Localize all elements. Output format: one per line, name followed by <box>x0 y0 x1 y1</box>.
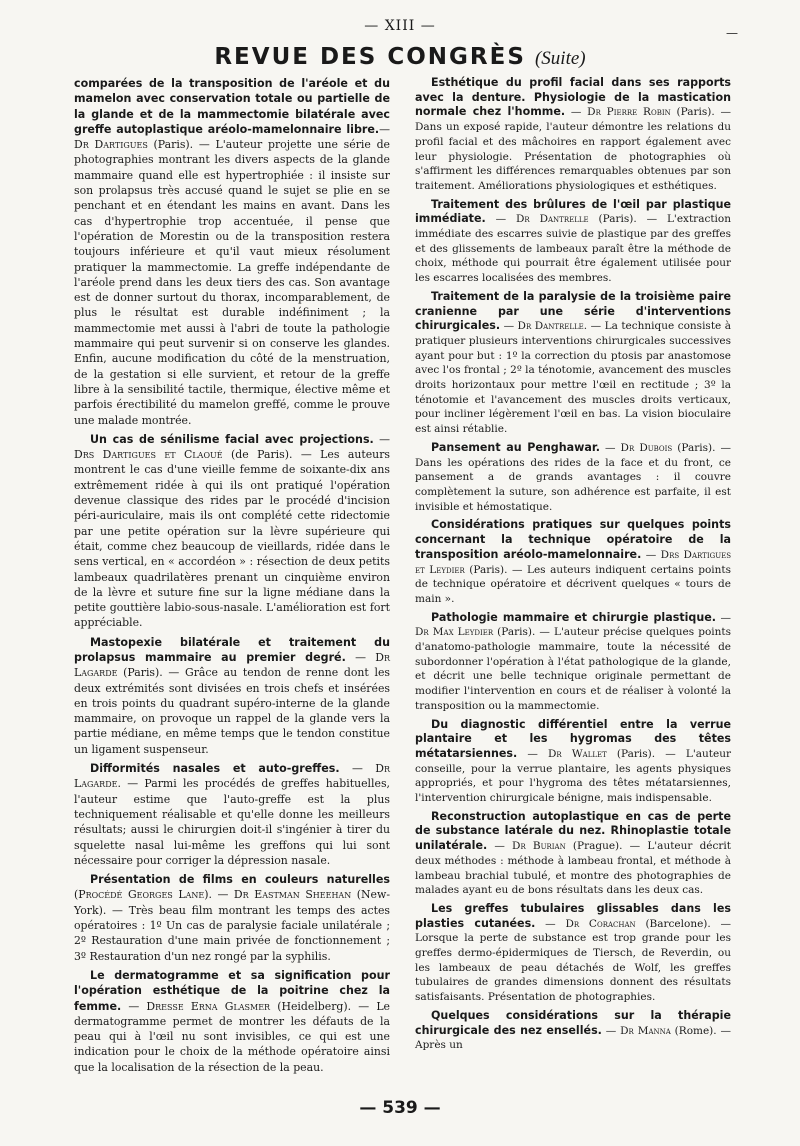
abstract-author: — Dr Pierre Robin <box>565 106 671 119</box>
abstract-body: (Paris). — Dans un exposé rapide, l'auteur démontre les relations du profil facial et des mâchoires en rapport également avec leur physiologie. Présentation de photographies où s'affirment les différences remarquables obtenues par son traitement. Améliorations physiologiques et esthétiques. <box>415 106 732 192</box>
abstract-author: — Dr Dantrelle <box>500 320 584 333</box>
abstract-title: Pathologie mammaire et chirurgie plastique. <box>431 610 717 624</box>
abstract-entry <box>415 518 731 606</box>
abstract-author: — Drs Dartigues et Claoué <box>74 432 390 462</box>
abstract-author: — Dr Wallet <box>517 747 607 760</box>
abstract-body: (Heidelberg). — Le dermatogramme permet de montrer les défauts de la peau qui à l'œil nu sont invisibles, ce qui est une indication pour le choix de la méthode opératoire ainsi que la localisation de la résection de la peau. <box>74 999 390 1074</box>
abstract-body: (Barcelone). — Lorsque la perte de substance est trop grande pour les greffes dermo-épidermiques de Tiersch, de Reverdin, ou les lambeaux de peau détachés de Wolf, les greffes tubulaires de grandes dimensions donnent des résultats satisfaisants. Présentation de photographies. <box>415 917 731 1004</box>
abstract-author: — Drs Dartigues et Leydier <box>415 548 732 576</box>
right-column <box>415 76 731 1057</box>
abstract-author: — Dr Lagarde <box>74 650 391 680</box>
header-suite: (Suite) <box>534 48 586 69</box>
abstract-body: (Prague). — L'auteur décrit deux méthodes : méthode à lambeau frontal, et méthode à lambeau brachial tubulé, et montre des photographies de malades ayant eu de bons résultats dans les deux cas. <box>415 840 731 897</box>
abstract-title: Considérations pratiques sur quelques points concernant la technique opératoire de la transposition aréolo-mamelonnaire. <box>415 518 731 561</box>
abstract-author: — Dr Dartigues <box>74 122 390 152</box>
abstract-entry <box>415 76 731 194</box>
abstract-body: (Paris). — Grâce au tendon de renne dont les deux extrémités sont divisées en trois chefs et insérées en trois points du quadrant supéro-interne de la glande mammaire, on provoque un rappel de la glande vers la partie médiane, en même temps que le tendon constitue un ligament suspenseur. <box>74 666 390 756</box>
abstract-title: Difformités nasales et auto-greffes. <box>90 762 340 776</box>
section-header <box>0 44 800 70</box>
roman-page-number: — XIII — <box>364 18 436 34</box>
abstract-entry <box>74 968 390 1075</box>
abstract-author: — Dr Dantrelle <box>485 213 589 226</box>
abstract-body: . — Parmi les procédés de greffes habituelles, l'auteur estime que l'auto-greffe est la plus techniquement réalisable et qu'elle donne les meilleurs résultats; aussi le chirurgien doit-il s'ingénier à tirer du squelette nasal lui-même les greffons qui lui sont nécessaire pour corriger la dépression nasale. <box>74 777 390 867</box>
abstract-entry <box>415 441 731 515</box>
abstract-author: — Dr Lagarde <box>74 762 390 791</box>
abstract-entry <box>74 76 390 428</box>
abstract-title: Esthétique du profil facial dans ses rapports avec la denture. Physiologie de la mastication normale chez l'homme. <box>415 76 731 119</box>
abstract-body: (de Paris). — Les auteurs montrent le cas d'une vieille femme de soixante-dix ans extrêmement ridée à qui ils ont pratiqué l'opération devenue classique des rides par le procédé d'incision péri-auriculaire, mais ils ont complété cette ridectomie par une petite opération sur la lèvre supérieure qui était, comme chez beaucoup de vieillards, ridée dans le sens vertical, en « accordéon » : résection de deux petits lambeaux quadrilatères prenant un cinquième environ de la lèvre et suture fine sur la ligne médiane dans la petite gouttière labio-sous-nasale. L'amélioration est fort appréciable. <box>74 448 390 630</box>
abstract-entry <box>415 810 731 898</box>
left-column <box>74 76 390 1079</box>
abstract-title: Un cas de sénilisme facial avec projections. <box>90 432 374 446</box>
abstract-body: (Paris). — Dans les opérations des rides de la face et du front, ce pansement a de grands avantages : il couvre complètement la suture, son adhérence est parfaite, il est invisible et hémostatique. <box>415 441 732 513</box>
abstract-entry <box>415 718 731 806</box>
abstract-title: Traitement de la paralysie de la troisième paire cranienne par une série d'interventions chirurgicales. <box>415 289 731 333</box>
abstract-entry <box>74 432 390 631</box>
abstract-title: Les greffes tubulaires glissables dans les plasties cutanées. <box>415 901 731 930</box>
abstract-title: Traitement des brûlures de l'œil par plastique immédiate. <box>415 197 731 226</box>
abstract-body: (Rome). — Après un <box>415 1024 731 1052</box>
abstract-body: (New-York). — Très beau film montrant les temps des actes opératoires : 1º Un cas de paralysie faciale unilatérale ; 2º Restauration d'une main privée de fonctionnement ; 3º Restauration d'un nez rongé par la syphilis. <box>74 888 390 963</box>
abstract-title: Quelques considérations sur la thérapie chirurgicale des nez ensellés. <box>415 1008 731 1037</box>
abstract-author: — Dr Burian <box>487 840 566 853</box>
abstract-entry <box>415 198 731 286</box>
abstract-title: Du diagnostic différentiel entre la verrue plantaire et les hygromas des têtes métatarsiennes. <box>415 717 731 760</box>
abstract-author: — Dr Dubois <box>599 441 673 454</box>
abstract-body: (Paris). — L'auteur conseille, pour la verrue plantaire, les agents physiques appropriés, et pour l'hygroma des têtes métatarsiennes, l'intervention chirurgicale bénigne, mais indispensable. <box>415 747 731 805</box>
page-number: — 539 — <box>359 1098 441 1118</box>
abstract-body: . — La technique consiste à pratiquer plusieurs interventions chirurgicales successives ayant pour but : 1º la correction du ptosis par anastomose avec l'os frontal ; 2º la ténotomie, avancement des muscles droits horizontaux pour mettre l'œil en rectitude ; 3º la ténotomie et l'avancement des muscles droits verticaux, pour incliner légèrement l'œil en bas. La vision bioculaire est ainsi rétablie. <box>415 320 731 436</box>
abstract-entry <box>415 902 731 1005</box>
header-title: REVUE DES CONGRÈS <box>214 44 526 70</box>
abstract-author: — Dresse Erna Glasmer <box>121 999 271 1013</box>
abstract-entry <box>415 611 731 714</box>
abstract-title: Présentation de films en couleurs naturelles <box>90 873 390 887</box>
abstract-entry <box>74 761 390 868</box>
abstract-entry <box>415 290 731 437</box>
abstract-author: (Procédé Georges Lane). — Dr Eastman Sheehan <box>74 888 352 902</box>
abstract-author: — Dr Manna <box>601 1024 671 1037</box>
abstract-entry <box>74 872 390 964</box>
abstract-body: (Paris). — Les auteurs indiquent certains points de technique opératoire et décrivent quelques « tours de main ». <box>415 563 732 605</box>
abstract-title: Reconstruction autoplastique en cas de perte de substance latérale du nez. Rhinoplastie totale unilatérale. <box>415 809 731 853</box>
abstract-title: Le dermatogramme et sa signification pour l'opération esthétique de la poitrine chez la femme. <box>74 968 390 1013</box>
abstract-body: (Paris). — L'extraction immédiate des escarres suivie de plastique par des greffes et des glissements de lambeaux paraît être la méthode de choix, méthode qui pourrait être également utilisée pour les escarres localisées des membres. <box>415 213 731 285</box>
abstract-author: — Dr Max Leydier <box>415 611 731 639</box>
abstract-body: (Paris). — L'auteur précise quelques points d'anatomo-pathologie mammaire, toute la nécessité de subordonner l'opération à l'état pathologique de la glande, et décrit une belle technique originale permettant de modifier l'intervention en cours et de réaliser à volonté la transposition ou la mammectomie. <box>415 626 731 712</box>
abstract-entry <box>74 635 390 757</box>
corner-mark: — <box>726 26 738 40</box>
abstract-title: Mastopexie bilatérale et traitement du prolapsus mammaire au premier degré. <box>74 635 390 664</box>
abstract-body: (Paris). — L'auteur projette une série de photographies montrant les divers aspects de la glande mammaire quand elle est hypertrophiée : il insiste sur son prolapsus très accusé quand le sujet se plie en se penchant et en étendant les mains en avant. Dans les cas d'hypertrophie trop accentuée, il pense que l'opération de Morestin ou de la transposition restera toujours inférieure et qu'il vaut mieux résolument pratiquer la mammectomie. La greffe indépendante de l'aréole prend dans les deux tiers des cas. Son avantage est de donner surtout du thorax, incomparablement, de plus le résultat est durable indéfiniment ; la mammectomie met aussi à l'abri de toute la pathologie mammaire qui peut survenir si on conserve les glandes. Enfin, aucune modification du côté de la menstruation, de la gestation si elle survient, et retour de la greffe libre à la sensibilité tactile, thermique, élective même et parfois érectibilité du mamelon greffé, comme le prouve une malade montrée. <box>74 138 390 427</box>
abstract-title: Pansement au Penghawar. <box>431 440 600 454</box>
abstract-entry <box>415 1009 731 1053</box>
abstract-title: comparées de la transposition de l'aréole et du mamelon avec conservation totale ou partielle de la glande et de la mammectomie bilatérale avec greffe autoplastique aréolo-mamelonnaire libre. <box>74 77 390 136</box>
abstract-author: — Dr Corachan <box>535 917 636 930</box>
